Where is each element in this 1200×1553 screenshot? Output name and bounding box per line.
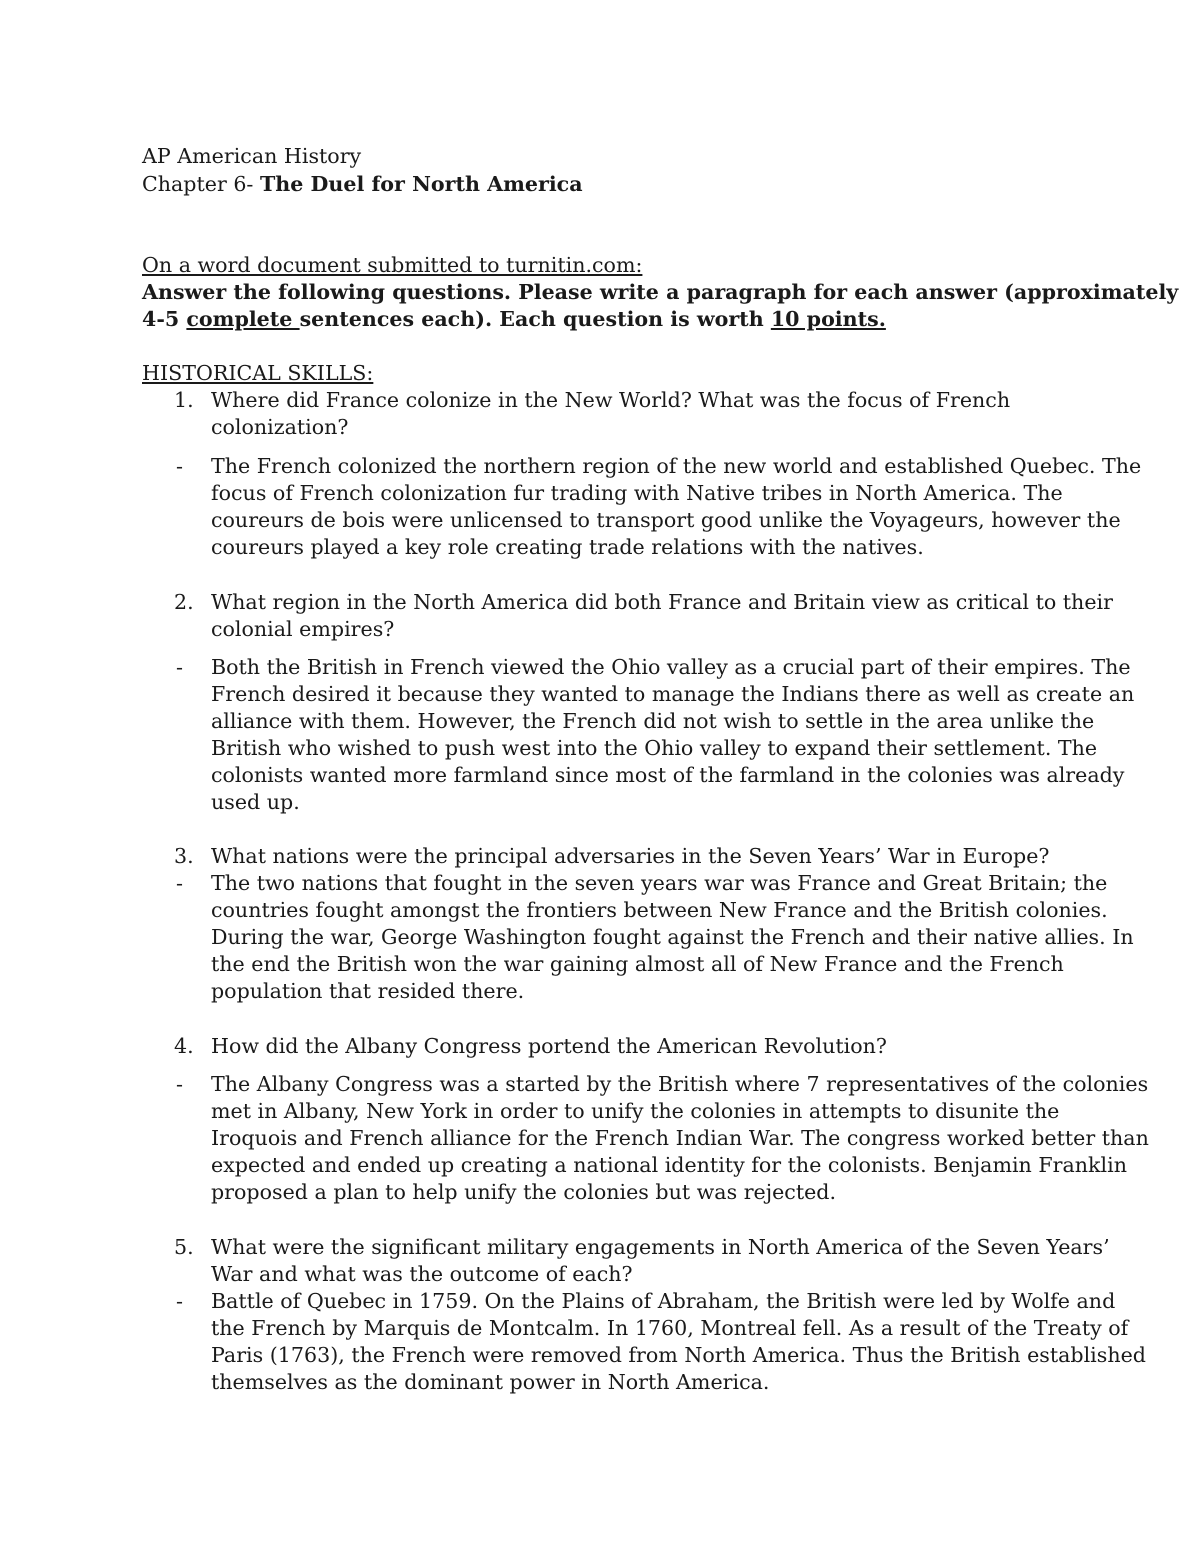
chapter-heading	[142, 171, 583, 198]
question-number: 3.	[174, 844, 194, 868]
chapter-prefix: Chapter 6-	[142, 172, 260, 196]
answer-text: countries fought amongst the frontiers between New France and the British colonies.	[211, 898, 1108, 922]
instructions-points: 10 points.	[770, 307, 886, 331]
chapter-title: The Duel for North America	[259, 172, 583, 196]
answer-dash: -	[176, 1072, 183, 1096]
answer-text: themselves as the dominant power in North America.	[211, 1370, 770, 1394]
question-text: How did the Albany Congress portend the American Revolution?	[211, 1034, 887, 1058]
answer-text: met in Albany, New York in order to unify the colonies in attempts to disunite the	[211, 1099, 1060, 1123]
answer-text: population that resided there.	[211, 979, 525, 1003]
question-text: War and what was the outcome of each?	[211, 1262, 633, 1286]
question-text: What nations were the principal adversaries in the Seven Years’ War in Europe?	[211, 844, 1050, 868]
question-text: Where did France colonize in the New World? What was the focus of French	[211, 388, 1011, 412]
answer-text: alliance with them. However, the French did not wish to settle in the area unlike the	[211, 709, 1095, 733]
answer-text: The French colonized the northern region of the new world and established Quebec. The	[211, 454, 1142, 478]
question-number: 1.	[174, 388, 194, 412]
answer-text: the end the British won the war gaining almost all of New France and the French	[211, 952, 1064, 976]
question-text: colonial empires?	[211, 617, 395, 641]
course-title: AP American History	[142, 144, 362, 168]
answer-dash: -	[176, 655, 183, 679]
question-text: What were the significant military engagements in North America of the Seven Years’	[211, 1235, 1110, 1259]
submission-note: On a word document submitted to turnitin.com:	[142, 253, 643, 277]
question-number: 4.	[174, 1034, 194, 1058]
instructions-count: 4-5	[142, 307, 187, 331]
section-heading: HISTORICAL SKILLS:	[142, 361, 374, 385]
answer-text: coureurs played a key role creating trade relations with the natives.	[211, 535, 924, 559]
instructions-line-1: Answer the following questions. Please write a paragraph for each answer (approximately	[142, 280, 1179, 304]
answer-text: Iroquois and French alliance for the French Indian War. The congress worked better than	[211, 1126, 1149, 1150]
answer-text: proposed a plan to help unify the colonies but was rejected.	[211, 1180, 837, 1204]
answer-text: During the war, George Washington fought against the French and their native allies. In	[211, 925, 1134, 949]
answer-dash: -	[176, 454, 183, 478]
answer-text: colonists wanted more farmland since most of the farmland in the colonies was already	[211, 763, 1125, 787]
answer-text: coureurs de bois were unlicensed to transport good unlike the Voyageurs, however the	[211, 508, 1121, 532]
question-number: 5.	[174, 1235, 194, 1259]
answer-text: Paris (1763), the French were removed from North America. Thus the British established	[211, 1343, 1146, 1367]
answer-dash: -	[176, 871, 183, 895]
answer-text: The Albany Congress was a started by the British where 7 representatives of the colonies	[211, 1072, 1149, 1096]
answer-text: used up.	[211, 790, 300, 814]
question-text: colonization?	[211, 415, 349, 439]
answer-text: Battle of Quebec in 1759. On the Plains of Abraham, the British were led by Wolfe and	[211, 1289, 1116, 1313]
question-text: What region in the North America did both France and Britain view as critical to their	[211, 590, 1113, 614]
answer-dash: -	[176, 1289, 183, 1313]
instructions-worth: sentences each). Each question is worth	[299, 307, 771, 331]
answer-text: The two nations that fought in the seven years war was France and Great Britain; the	[211, 871, 1108, 895]
answer-text: British who wished to push west into the Ohio valley to expand their settlement. The	[211, 736, 1098, 760]
answer-text: French desired it because they wanted to manage the Indians there as well as create an	[211, 682, 1135, 706]
answer-text: the French by Marquis de Montcalm. In 1760, Montreal fell. As a result of the Treaty of	[211, 1316, 1129, 1340]
question-number: 2.	[174, 590, 194, 614]
answer-text: focus of French colonization fur trading with Native tribes in North America. The	[211, 481, 1063, 505]
instructions-line-2	[142, 306, 886, 333]
instructions-complete: complete	[186, 307, 300, 331]
answer-text: expected and ended up creating a national identity for the colonists. Benjamin Franklin	[211, 1153, 1127, 1177]
answer-text: Both the British in French viewed the Ohio valley as a crucial part of their empires. The	[211, 655, 1131, 679]
